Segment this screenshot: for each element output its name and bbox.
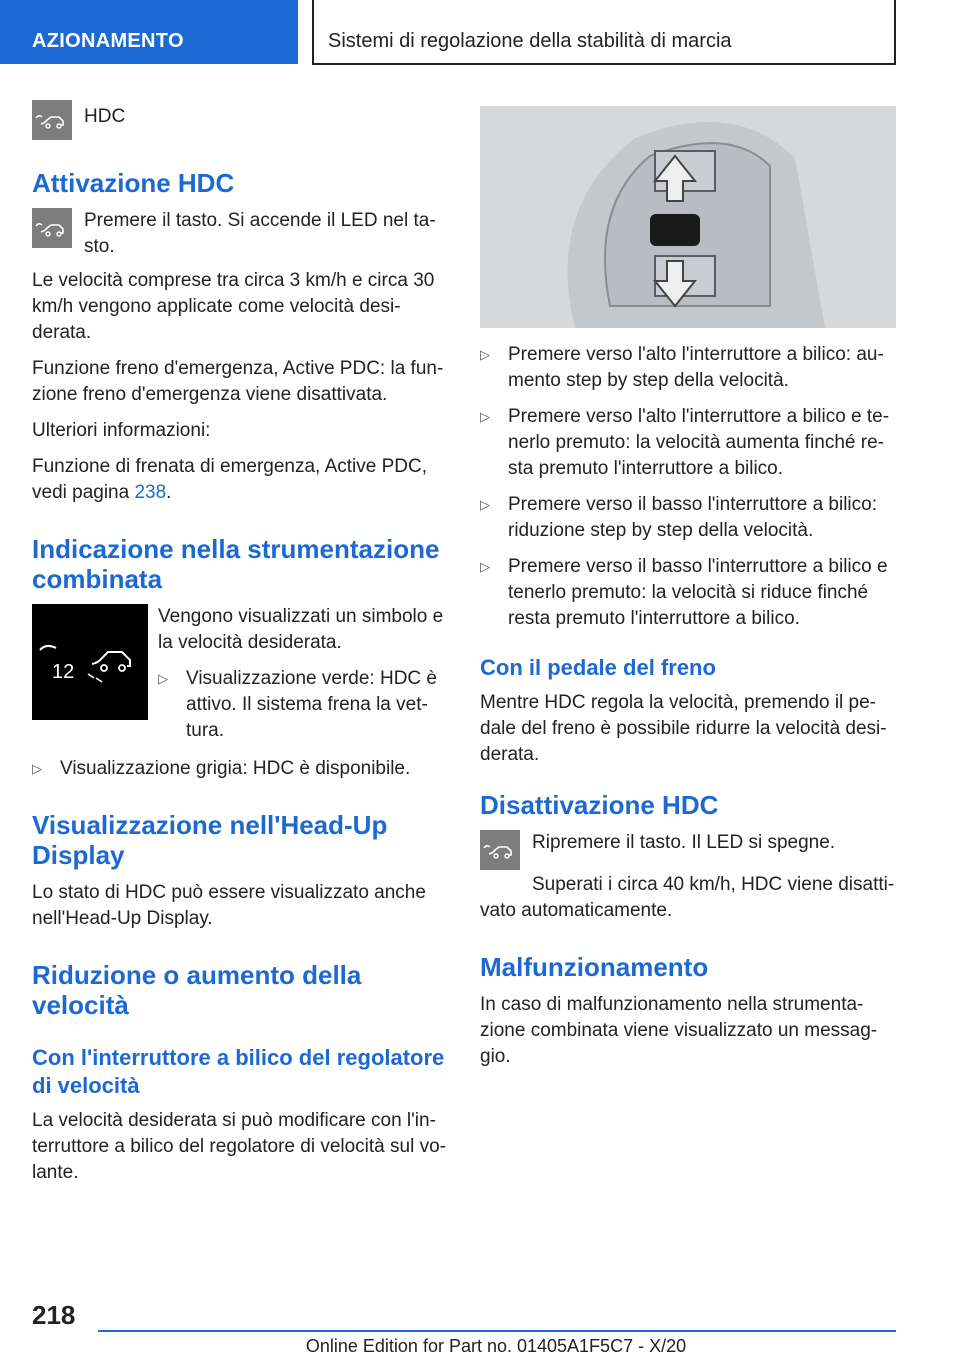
footer-edition: Online Edition for Part no. 01405A1F5C7 - X/20: [305, 1336, 687, 1356]
reference-prefix: Funzione di frenata di emergenza, Active PDC, vedi pagina: [32, 456, 427, 503]
reference-suffix: .: [166, 482, 172, 503]
cluster-text: [158, 604, 446, 756]
emergency-text: Funzione freno d'emergenza, Active PDC: la fun-zione freno d'emergenza viene disattivata.: [32, 358, 444, 405]
hdc-car-icon: [32, 100, 72, 140]
list-item: ▷ Visualizzazione verde: HDC è attivo. Il sistema frena la vet-tura.: [158, 666, 446, 744]
footer-divider: [98, 1330, 896, 1332]
heading-rocker: Con l'interruttore a bilico del regolatore di velocità: [32, 1045, 445, 1098]
heading-hud: Visualizzazione nell'Head-Up Display: [32, 810, 388, 870]
deactivation-row: [480, 830, 896, 870]
triangle-bullet-icon: ▷: [480, 409, 490, 424]
heading-brake: Con il pedale del freno: [480, 655, 716, 680]
hdc-car-icon: [480, 830, 520, 870]
page-reference-link[interactable]: 238: [134, 482, 167, 503]
deactivation-text-2: Superati i circa 40 km/h, HDC viene disatti-vato automaticamente.: [480, 874, 895, 921]
triangle-bullet-icon: ▷: [480, 497, 490, 512]
triangle-bullet-icon: ▷: [480, 347, 490, 362]
cluster-intro: Vengono visualizzati un simbolo e la velocità desiderata.: [158, 606, 444, 653]
triangle-bullet-icon: ▷: [158, 671, 168, 686]
steering-rocker-photo: [480, 106, 896, 328]
list-item: ▷ Premere verso l'alto l'interruttore a bilico e te-nerlo premuto: la velocità aumenta finché re-sta premuto l'interruttore a bilico.: [480, 404, 896, 482]
rocker-text: La velocità desiderata si può modificare con l'in-terruttore a bilico del regolatore di velocità sul vo-lante.: [32, 1110, 446, 1183]
chapter-title: Sistemi di regolazione della stabilità di marcia: [312, 0, 896, 65]
reference-text: [32, 454, 446, 506]
activation-text: Premere il tasto. Si accende il LED nel ta-sto.: [84, 210, 436, 257]
hud-text: Lo stato di HDC può essere visualizzato anche nell'Head-Up Display.: [32, 882, 426, 929]
page-number: 218: [32, 1300, 76, 1330]
list-item: ▷ Premere verso il basso l'interruttore a bilico: riduzione step by step della velocità.: [480, 492, 896, 544]
cluster-block: [32, 604, 446, 756]
hdc-car-icon: [32, 208, 72, 248]
left-column: [32, 100, 446, 1196]
list-item: ▷ Visualizzazione grigia: HDC è disponibile.: [32, 756, 446, 782]
right-column: [480, 106, 896, 1080]
list-item: ▷ Premere verso il basso l'interruttore a bilico e tenerlo premuto: la velocità si riduce finché resta premuto l'interruttore a bilico.: [480, 554, 896, 632]
hdc-label: HDC: [84, 106, 126, 127]
section-tab: AZIONAMENTO: [0, 0, 298, 64]
speed-range-text: Le velocità comprese tra circa 3 km/h e circa 30 km/h vengono applicate come velocità desi-derata.: [32, 270, 435, 343]
more-info-label: Ulteriori informazioni:: [32, 420, 211, 441]
triangle-bullet-icon: ▷: [480, 559, 490, 574]
deactivation-text-1: Ripremere il tasto. Il LED si spegne.: [532, 832, 836, 853]
brake-text: Mentre HDC regola la velocità, premendo il pe-dale del freno è possibile ridurre la velocità desi-derata.: [480, 692, 887, 765]
heading-deactivation: Disattivazione HDC: [480, 790, 719, 820]
heading-activation: Attivazione HDC: [32, 168, 235, 198]
cluster-display-image: [32, 604, 148, 720]
list-item: ▷ Premere verso l'alto l'interruttore a bilico: au-mento step by step della velocità.: [480, 342, 896, 394]
heading-cluster: Indicazione nella strumentazione combinata: [32, 534, 440, 594]
triangle-bullet-icon: ▷: [32, 761, 42, 776]
cluster-speed-number: 12: [52, 661, 75, 683]
heading-speed: Riduzione o aumento della velocità: [32, 960, 362, 1020]
heading-malfunction: Malfunzionamento: [480, 952, 709, 982]
activation-row: [32, 208, 446, 260]
malfunction-text: In caso di malfunzionamento nella strumenta-zione combinata viene visualizzato un messag-gio.: [480, 994, 878, 1067]
hdc-button-row: [32, 100, 446, 140]
